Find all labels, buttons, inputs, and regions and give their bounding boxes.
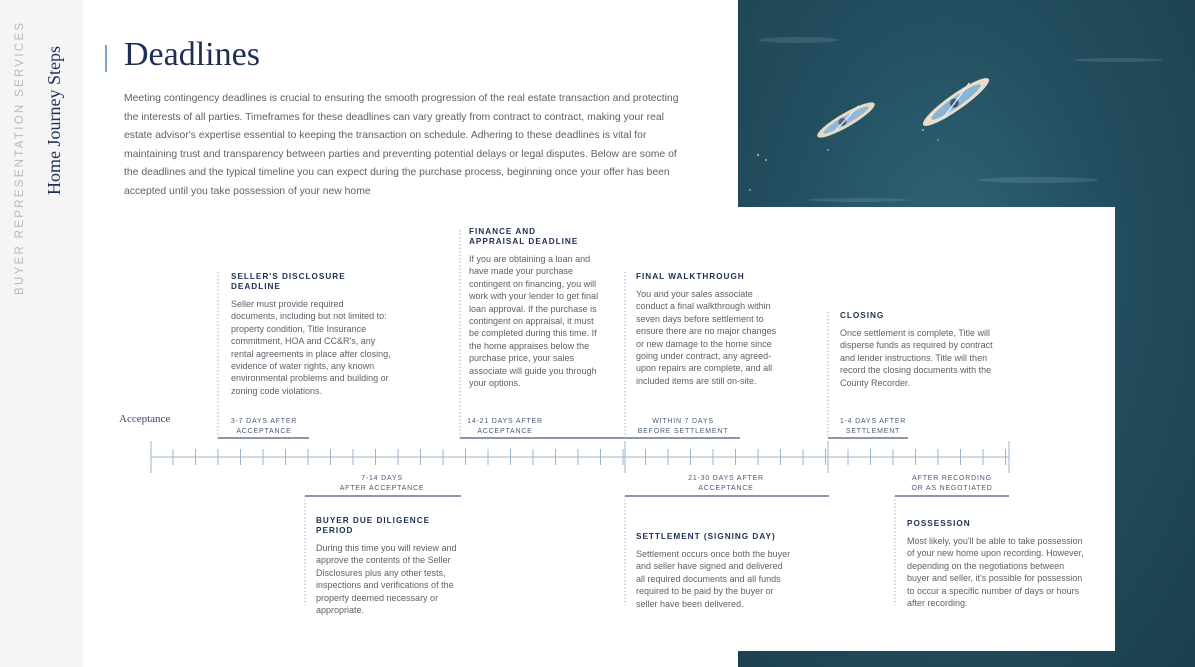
event-heading: SETTLEMENT (SIGNING DAY) [636, 532, 776, 541]
range-label-settlement: 21-30 DAYS AFTER ACCEPTANCE [688, 475, 764, 492]
event-disclosure [231, 272, 391, 397]
event-settlement [636, 532, 792, 610]
event-heading: FINAL WALKTHROUGH [636, 272, 745, 281]
event-body: You and your sales associate conduct a final walkthrough within seven days before settlement to ensure there are no major changes or new damage to the home since going under contract, any agreed-upon repairs are complete, and all included items are still on-site. [636, 289, 777, 386]
section-steps-title: Home Journey Steps [44, 46, 64, 195]
range-label-possession: AFTER RECORDING OR AS NEGOTIATED [911, 475, 993, 492]
event-body: Once settlement is complete, Title will disperse funds as required by contract and lender instructions. Title will then record the closing documents with the County Recorder. [840, 328, 993, 388]
range-label-disclosure: 3-7 DAYS AFTER ACCEPTANCE [230, 418, 298, 435]
page-title: Deadlines [124, 36, 260, 73]
event-heading: SELLER'S DISCLOSURE DEADLINE [231, 272, 346, 291]
event-closing [840, 311, 1000, 389]
event-diligence [316, 516, 466, 616]
event-finance [469, 227, 605, 389]
event-body: Seller must provide required documents, including but not limited to: property condition, Title Insurance commitment, HOA and CC&R's, any rental agreements in place after closing, evidence of water rights, any known environmental problems and building or zoning code violations. [231, 299, 391, 396]
event-heading: CLOSING [840, 311, 885, 320]
range-label-walkthrough: WITHIN 7 DAYS BEFORE SETTLEMENT [637, 418, 729, 435]
event-body: If you are obtaining a loan and have made your purchase contingent on financing, you will work with your lender to get final loan approval. If the purchase is contingent on appraisal, it must be completed during this time. If the home appraises below the purchase price, your sales associate will guide you through your options. [469, 254, 599, 389]
event-walkthrough [636, 272, 786, 387]
event-body: During this time you will review and approve the contents of the Seller Disclosures plus any other tests, inspections and verifications of the property deemed necessary or appropriate. [316, 543, 457, 616]
intro-paragraph: Meeting contingency deadlines is crucial to ensuring the smooth progression of the real estate transaction and protecting the interests of all parties. Timeframes for these deadlines can vary greatly from contract to contract, making your real estate advisor's expertise essential to keeping the transaction on schedule. Adhering to these deadlines is vital for maintaining trust and transparency between parties and preventing potential delays or legal disputes. Below are some of the deadlines and the typical timeline you can expect during the purchase process, beginning once your offer has been accepted until you take possession of your new home [124, 93, 679, 197]
range-label-closing: 1-4 DAYS AFTER SETTLEMENT [839, 418, 907, 435]
timeline-start-label: Acceptance [119, 413, 171, 425]
event-possession [907, 519, 1087, 609]
event-heading: POSSESSION [907, 519, 971, 528]
range-label-diligence: 7-14 DAYS AFTER ACCEPTANCE [339, 475, 425, 492]
section-services-label: BUYER REPRESENTATION SERVICES [14, 20, 26, 295]
event-heading: FINANCE AND APPRAISAL DEADLINE [469, 227, 579, 246]
event-heading: BUYER DUE DILIGENCE PERIOD [316, 516, 431, 535]
event-body: Settlement occurs once both the buyer and seller have signed and delivered all required documents and all funds required to be paid by the buyer or seller have been delivered. [636, 549, 791, 609]
event-body: Most likely, you'll be able to take possession of your new home upon recording. However, depending on the negotiations between buyer and seller, it's possible for possession to occur a specific number of days or hours after recording. [907, 536, 1084, 609]
range-label-finance: 14-21 DAYS AFTER ACCEPTANCE [467, 418, 543, 435]
